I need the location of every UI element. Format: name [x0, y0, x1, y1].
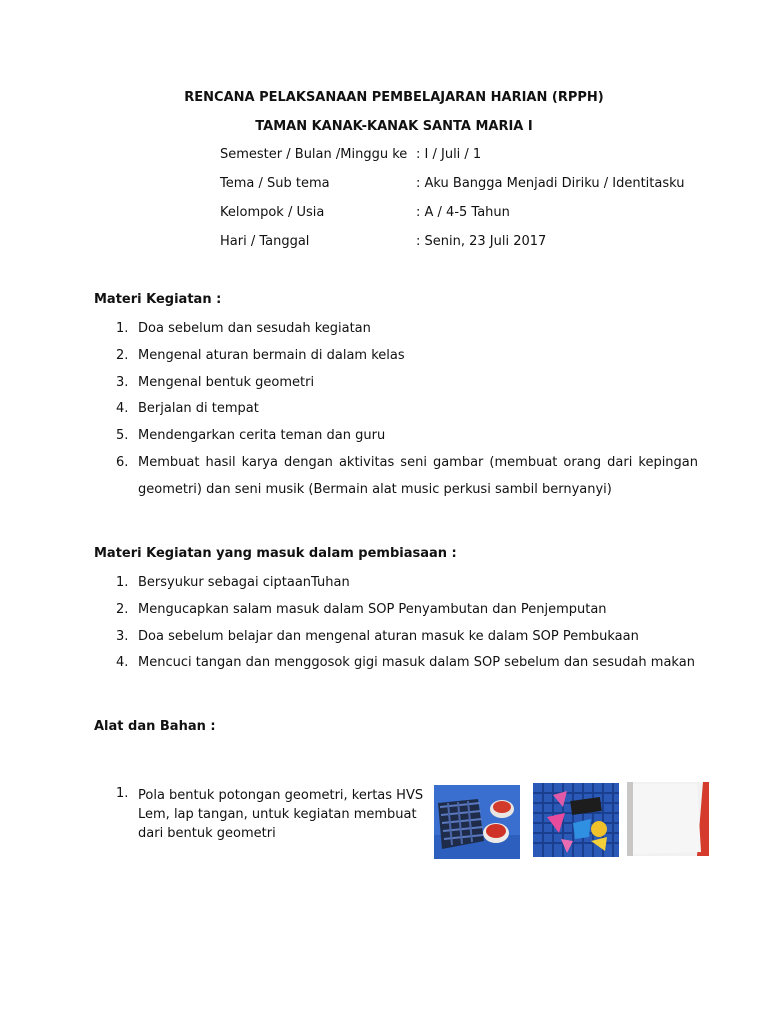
info-value: : A / 4-5 Tahun: [416, 205, 510, 220]
list-number: 4.: [116, 401, 129, 416]
list-text: Mengenal aturan bermain di dalam kelas: [138, 348, 405, 363]
list-text: Membuat hasil karya dengan aktivitas seni gambar (membuat orang dari kepingan geometri) dan seni musik (Bermain alat music perkusi sambil bernyanyi): [138, 455, 698, 497]
list-text: Berjalan di tempat: [138, 401, 259, 416]
list-number: 3.: [116, 629, 129, 644]
list-text: Mengenal bentuk geometri: [138, 375, 315, 390]
document-title: RENCANA PELAKSANAAN PEMBELAJARAN HARIAN (RPPH): [184, 90, 604, 105]
list-text: Doa sebelum belajar dan mengenal aturan masuk ke dalam SOP Pembukaan: [138, 629, 639, 644]
photo-hvs-paper: [627, 782, 709, 856]
list-number: 1.: [116, 575, 129, 590]
info-value: : I / Juli / 1: [416, 147, 482, 162]
list-number: 3.: [116, 375, 129, 390]
list-text: Mencuci tangan dan menggosok gigi masuk dalam SOP sebelum dan sesudah makan: [138, 655, 695, 670]
list-number: 2.: [116, 348, 129, 363]
alat-heading: Alat dan Bahan :: [94, 719, 216, 734]
list-number: 2.: [116, 602, 129, 617]
list-text: Bersyukur sebagai ciptaanTuhan: [138, 575, 350, 590]
info-label: Kelompok / Usia: [220, 205, 325, 220]
info-label: Tema / Sub tema: [220, 176, 330, 191]
materi-heading: Materi Kegiatan :: [94, 292, 222, 307]
info-value: : Aku Bangga Menjadi Diriku / Identitasku: [416, 176, 685, 191]
info-label: Hari / Tanggal: [220, 234, 310, 249]
list-text: Mengucapkan salam masuk dalam SOP Penyambutan dan Penjemputan: [138, 602, 607, 617]
list-number: 6.: [116, 455, 129, 470]
pembiasaan-heading: Materi Kegiatan yang masuk dalam pembiasaan :: [94, 546, 457, 561]
photo-geometry-pieces: [533, 783, 619, 857]
info-value: : Senin, 23 Juli 2017: [416, 234, 547, 249]
list-text: Mendengarkan cerita teman dan guru: [138, 428, 386, 443]
info-label: Semester / Bulan /Minggu ke: [220, 147, 408, 162]
list-text: Pola bentuk potongan geometri, kertas HVS Lem, lap tangan, untuk kegiatan membuat dari bentuk geometri: [138, 788, 424, 841]
list-number: 1.: [116, 786, 129, 801]
list-text: Doa sebelum dan sesudah kegiatan: [138, 321, 371, 336]
school-name: TAMAN KANAK-KANAK SANTA MARIA I: [255, 119, 533, 134]
list-number: 4.: [116, 655, 129, 670]
photo-cloth-and-cups: [434, 785, 520, 859]
list-number: 5.: [116, 428, 129, 443]
list-number: 1.: [116, 321, 129, 336]
